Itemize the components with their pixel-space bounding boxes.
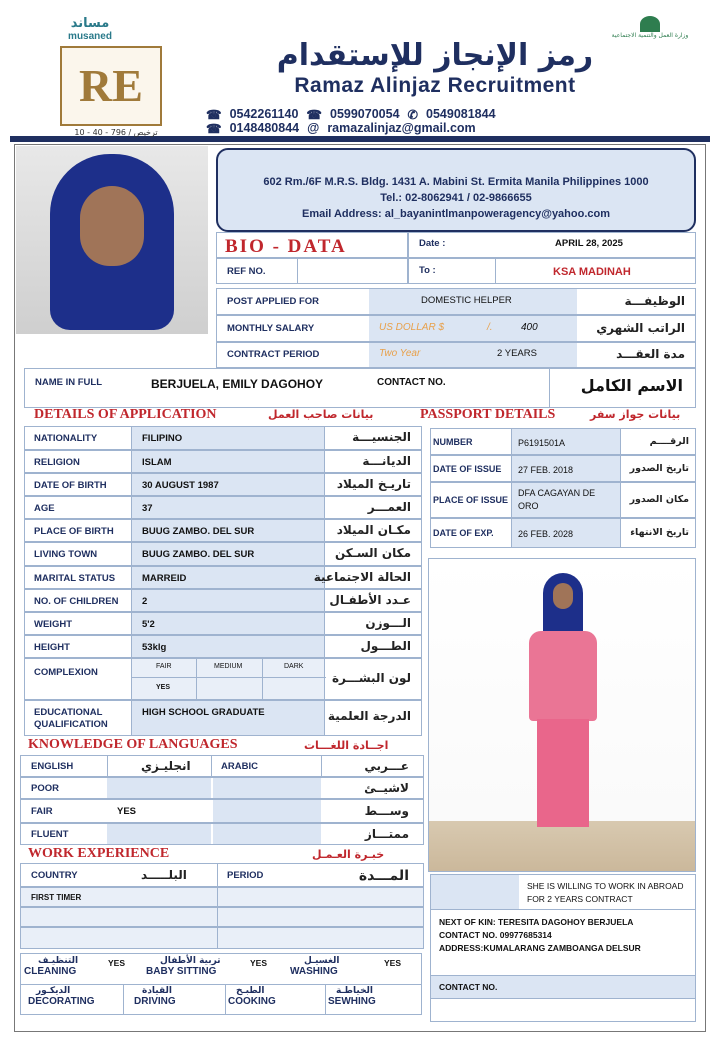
contract-ar: مدة العقـــد [616, 347, 685, 361]
skill-ar: التنظيـف [38, 956, 79, 966]
skill-en: DRIVING [134, 996, 176, 1007]
passport-row-label: DATE OF EXP. [433, 528, 494, 538]
education-value-cell [131, 701, 325, 735]
company-email: ramazalinjaz@gmail.com [327, 121, 476, 135]
face-shape [80, 186, 144, 266]
salary-label: MONTHLY SALARY [227, 323, 315, 334]
skill-item [28, 986, 124, 1014]
ref-cell [216, 258, 408, 284]
poor-ar: لاشيــئ [364, 781, 409, 795]
application-row-value-cell [131, 590, 325, 611]
application-row [24, 612, 422, 635]
complexion-label: COMPLEXION [34, 667, 98, 678]
date-value: APRIL 28, 2025 [555, 238, 623, 249]
to-label: To : [419, 265, 436, 276]
work-vline [217, 928, 218, 948]
country-ar: البلـــــد [141, 868, 187, 882]
kin-contact: CONTACT NO. 09977685314 [439, 930, 552, 940]
application-row-value-cell [131, 427, 325, 449]
application-row-value: BUUG ZAMBO. DEL SUR [142, 526, 255, 537]
lang-vline [107, 756, 108, 776]
lang-poor-row [20, 777, 424, 799]
work-row-1 [20, 887, 424, 907]
ministry-label: وزارة العمل والتنمية الاجتماعية [611, 32, 689, 39]
post-value-cell [369, 289, 577, 314]
license-text: ترخيص / 796 - 40 - 10 [74, 128, 158, 137]
phone-1: 0542261140 [229, 107, 299, 121]
phone-4: 0148480844 [229, 121, 300, 135]
application-row-ar: الطـــول [360, 639, 411, 653]
skill-item [24, 956, 120, 984]
application-row-label: NO. OF CHILDREN [34, 596, 119, 607]
contract-value: 2 YEARS [497, 348, 537, 359]
date-cell [408, 232, 696, 258]
agency-box [216, 148, 696, 232]
education-ar: الدرجة العلمية [327, 709, 411, 723]
figure-top [529, 631, 597, 721]
passport-row [430, 518, 696, 548]
application-row-ar: الجنسيـــة [352, 430, 411, 444]
education-label: EDUCATIONAL QUALIFICATION [34, 707, 108, 730]
application-row-ar: العمـــر [367, 500, 411, 514]
phone-icon: ☎ [306, 108, 322, 122]
english-label: ENGLISH [31, 761, 74, 772]
application-row-label: DATE OF BIRTH [34, 480, 107, 491]
languages-title: KNOWLEDGE OF LANGUAGES [28, 737, 238, 752]
skill-en: SEWHING [328, 996, 376, 1007]
bio-title-cell [216, 232, 408, 258]
passport-row-value-cell [511, 483, 621, 517]
application-row-value-cell [131, 474, 325, 495]
contract-hint: Two Year [379, 348, 421, 359]
passport-row-value-cell [511, 456, 621, 481]
complexion-row [24, 658, 422, 700]
application-row [24, 426, 422, 450]
languages-title-ar: اجــادة اللغـــات [304, 739, 389, 752]
application-row-ar: تاريـخ الميلاد [336, 477, 411, 491]
poor-label: POOR [31, 783, 59, 794]
passport-row-ar: مكان الصدور [629, 494, 689, 505]
contact-label: CONTACT NO. [377, 377, 446, 388]
skill-ar: الغسيـل [304, 956, 340, 966]
fluent-label: FLUENT [31, 829, 69, 840]
lang-fair-ar [213, 800, 321, 822]
application-row-value-cell [131, 497, 325, 518]
name-label: NAME IN FULL [35, 377, 103, 388]
kin-address: ADDRESS:KUMALARANG ZAMBOANGA DELSUR [439, 943, 641, 953]
application-row [24, 473, 422, 496]
company-name-en: Ramaz Alinjaz Recruitment [294, 74, 576, 97]
application-row-label: RELIGION [34, 457, 80, 468]
salary-ar: الراتب الشهري [596, 321, 685, 335]
passport-row-label: PLACE OF ISSUE [433, 495, 509, 505]
agency-tel: Tel.: 02-8062941 / 02-9866655 [380, 192, 532, 204]
work-row-3 [20, 927, 424, 949]
application-row-label: WEIGHT [34, 619, 72, 630]
lang-vline [321, 756, 322, 776]
application-row-value: FILIPINO [142, 433, 183, 444]
application-row-value: 2 [142, 596, 148, 607]
work-title: WORK EXPERIENCE [28, 846, 170, 861]
application-title-ar: بيانات صاحب العمل [268, 408, 374, 421]
application-row-label: HEIGHT [34, 642, 70, 653]
agency-email: Email Address: al_bayanintlmanpoweragency@yahoo.com [301, 208, 611, 220]
application-row-label: MARITAL STATUS [34, 573, 116, 584]
name-ar-cell [549, 368, 697, 408]
ref-divider [297, 259, 298, 283]
post-ar: الوظيفـــة [624, 294, 685, 308]
skill-item [328, 986, 424, 1014]
country-label: COUNTRY [31, 870, 78, 881]
skills-hline [21, 984, 421, 985]
application-row [24, 635, 422, 658]
musaned-logo-en: musaned [68, 31, 112, 42]
lang-fluent-row [20, 823, 424, 845]
phone-row [206, 107, 686, 122]
complexion-vline [196, 659, 197, 699]
complexion-medium: MEDIUM [214, 663, 243, 670]
profile-photo [16, 146, 208, 334]
contract-label: CONTRACT PERIOD [227, 349, 320, 360]
to-value: KSA MADINAH [553, 266, 631, 278]
salary-row [216, 315, 696, 342]
application-row-ar: مكـان الميلاد [336, 523, 411, 537]
salary-currency: US DOLLAR $ [379, 322, 445, 333]
lang-fair-row [20, 799, 424, 823]
application-row-value-cell [131, 567, 325, 588]
phone-icon: ☎ [206, 108, 222, 122]
application-row-ar: عـدد الأطفـال [329, 593, 411, 607]
application-row-label: LIVING TOWN [34, 549, 98, 560]
application-row [24, 589, 422, 612]
contract-value-cell [369, 343, 577, 367]
fluent-ar: ممتـــاز [364, 827, 409, 841]
full-body-photo [428, 558, 696, 872]
skill-value: YES [384, 958, 402, 968]
skill-ar: تربية الأطفال [160, 956, 221, 966]
application-row-value-cell [131, 636, 325, 657]
ref-label: REF NO. [227, 266, 266, 277]
english-ar: انجليـزي [141, 759, 191, 773]
salary-value-cell [369, 316, 577, 341]
application-row [24, 566, 422, 589]
passport-row-value: 26 FEB. 2028 [518, 529, 574, 539]
passport-title: PASSPORT DETAILS [420, 407, 556, 422]
post-label: POST APPLIED FOR [227, 296, 320, 307]
complexion-fair: FAIR [156, 663, 172, 670]
passport-row [430, 455, 696, 482]
fair-label: FAIR [31, 806, 53, 817]
skills-vline [325, 985, 326, 1015]
passport-row-ar: تاريخ الصدور [629, 463, 689, 474]
skill-value: YES [250, 958, 268, 968]
application-row-value: ISLAM [142, 457, 172, 468]
to-divider [495, 259, 496, 283]
name-value: BERJUELA, EMILY DAGOHOY [151, 377, 324, 391]
passport-row [430, 428, 696, 455]
complexion-vline [262, 659, 263, 699]
phone-2: 0599070054 [330, 107, 400, 121]
skill-en: DECORATING [28, 996, 95, 1007]
passport-row [430, 482, 696, 518]
skill-item [146, 956, 242, 984]
remarks-hline [431, 909, 695, 910]
post-row [216, 288, 696, 315]
application-row-value-cell [131, 543, 325, 565]
application-row-value-cell [131, 451, 325, 472]
remarks-contact-row [431, 975, 695, 999]
contact-row [206, 121, 686, 136]
application-row [24, 450, 422, 473]
header-banner [10, 8, 710, 142]
work-vline [217, 888, 218, 906]
salary-value: 400 [521, 322, 538, 333]
skill-item [134, 986, 230, 1014]
application-row [24, 519, 422, 542]
skill-en: CLEANING [24, 966, 77, 977]
phone-3: 0549081844 [426, 107, 496, 121]
name-ar: الاسم الكامل [580, 376, 683, 395]
figure-face [553, 583, 573, 609]
education-row [24, 700, 422, 736]
fair-value: YES [117, 806, 137, 817]
passport-row-label: DATE OF ISSUE [433, 464, 502, 474]
to-cell [408, 258, 696, 284]
application-row-value-cell [131, 520, 325, 541]
complexion-grid [131, 659, 325, 699]
application-row-value: 37 [142, 503, 153, 514]
period-label: PERIOD [227, 870, 264, 881]
musaned-logo [50, 16, 130, 46]
passport-row-value: DFA CAGAYAN DE ORO [518, 488, 596, 511]
company-logo-letters: RE [79, 60, 143, 111]
skill-en: COOKING [228, 996, 276, 1007]
application-row-label: PLACE OF BIRTH [34, 526, 114, 537]
education-value: HIGH SCHOOL GRADUATE [142, 707, 265, 718]
skill-value: YES [108, 958, 126, 968]
complexion-dark: DARK [284, 663, 304, 670]
passport-row-label: NUMBER [433, 437, 473, 447]
skill-item [228, 986, 324, 1014]
passport-row-value-cell [511, 519, 621, 547]
lang-fluent-en [107, 824, 211, 844]
bio-title: BIO - DATA [225, 236, 347, 257]
application-row-value: BUUG ZAMBO. DEL SUR [142, 549, 255, 560]
complexion-hline [132, 677, 326, 678]
application-row-ar: مكان السـكن [334, 546, 411, 560]
lang-poor-en [107, 778, 211, 798]
arabic-label: ARABIC [221, 761, 258, 772]
complexion-ar: لون البشـــرة [331, 671, 411, 685]
work-title-ar: خبـرة العـمـل [312, 848, 385, 861]
arabic-ar: عـــربي [364, 759, 409, 773]
musaned-logo-ar: مساند [70, 16, 110, 31]
application-row-ar: الحالة الاجتماعية [313, 570, 411, 584]
phone-icon: ☎ [206, 122, 222, 136]
skill-ar: الطبـخ [236, 986, 265, 996]
skill-ar: الديكـور [36, 986, 71, 996]
skill-ar: القيادة [142, 986, 172, 996]
ministry-emblem-icon [640, 16, 660, 32]
post-value: DOMESTIC HELPER [421, 295, 512, 306]
skill-en: BABY SITTING [146, 966, 217, 977]
application-title: DETAILS OF APPLICATION [34, 407, 217, 422]
passport-row-value-cell [511, 429, 621, 454]
application-row-value: 30 AUGUST 1987 [142, 480, 219, 491]
remarks-box [430, 874, 696, 1022]
lang-fluent-ar [213, 824, 321, 844]
lang-poor-ar [213, 778, 321, 798]
whatsapp-icon: ✆ [407, 108, 419, 122]
kin-name: NEXT OF KIN: TERESITA DAGOHOY BERJUELA [439, 917, 634, 927]
skill-ar: الخياطـة [336, 986, 374, 996]
email-icon: @ [307, 121, 320, 135]
period-ar: المـــدة [358, 868, 409, 884]
name-row [24, 368, 696, 408]
skill-en: WASHING [290, 966, 338, 977]
skill-item [290, 956, 386, 984]
first-timer: FIRST TIMER [31, 893, 82, 902]
passport-row-ar: تاريخ الانتهاء [630, 527, 689, 538]
willing-text: SHE IS WILLING TO WORK IN ABROAD FOR 2 YEARS CONTRACT [527, 881, 684, 904]
passport-title-ar: بيانات جواز سفر [590, 408, 681, 421]
fair-ar: وســـط [364, 804, 409, 818]
application-row [24, 542, 422, 566]
complexion-selected: YES [156, 684, 171, 691]
application-row-value-cell [131, 613, 325, 634]
contract-row [216, 342, 696, 368]
work-header-row [20, 863, 424, 887]
application-row-label: NATIONALITY [34, 433, 98, 444]
application-row-label: AGE [34, 503, 55, 514]
passport-row-value: P6191501A [518, 438, 566, 448]
application-row-value: MARREID [142, 573, 187, 584]
work-vline [217, 908, 218, 926]
application-row [24, 496, 422, 519]
company-logo [60, 46, 162, 126]
application-row-value: 53klg [142, 642, 167, 653]
application-row-ar: الـــوزن [365, 616, 411, 630]
company-name-ar: رمز الإنجاز للإستقدام [276, 38, 594, 73]
date-label: Date : [419, 238, 446, 249]
application-row-value: 5'2 [142, 619, 155, 630]
figure-pants [537, 719, 589, 827]
work-vline [217, 864, 218, 886]
lang-header-row [20, 755, 424, 777]
passport-row-value: 27 FEB. 2018 [518, 465, 574, 475]
work-row-2 [20, 907, 424, 927]
salary-sep: /. [487, 322, 493, 333]
passport-row-ar: الرقــــم [649, 436, 689, 447]
remarks-contact-label: CONTACT NO. [439, 982, 498, 992]
remarks-marker [431, 875, 519, 909]
lang-vline [211, 756, 212, 776]
agency-address: 602 Rm./6F M.R.S. Bldg. 1431 A. Mabini St. Ermita Manila Philippines 1000 [263, 176, 649, 188]
application-row-ar: الديانـــة [362, 454, 411, 468]
